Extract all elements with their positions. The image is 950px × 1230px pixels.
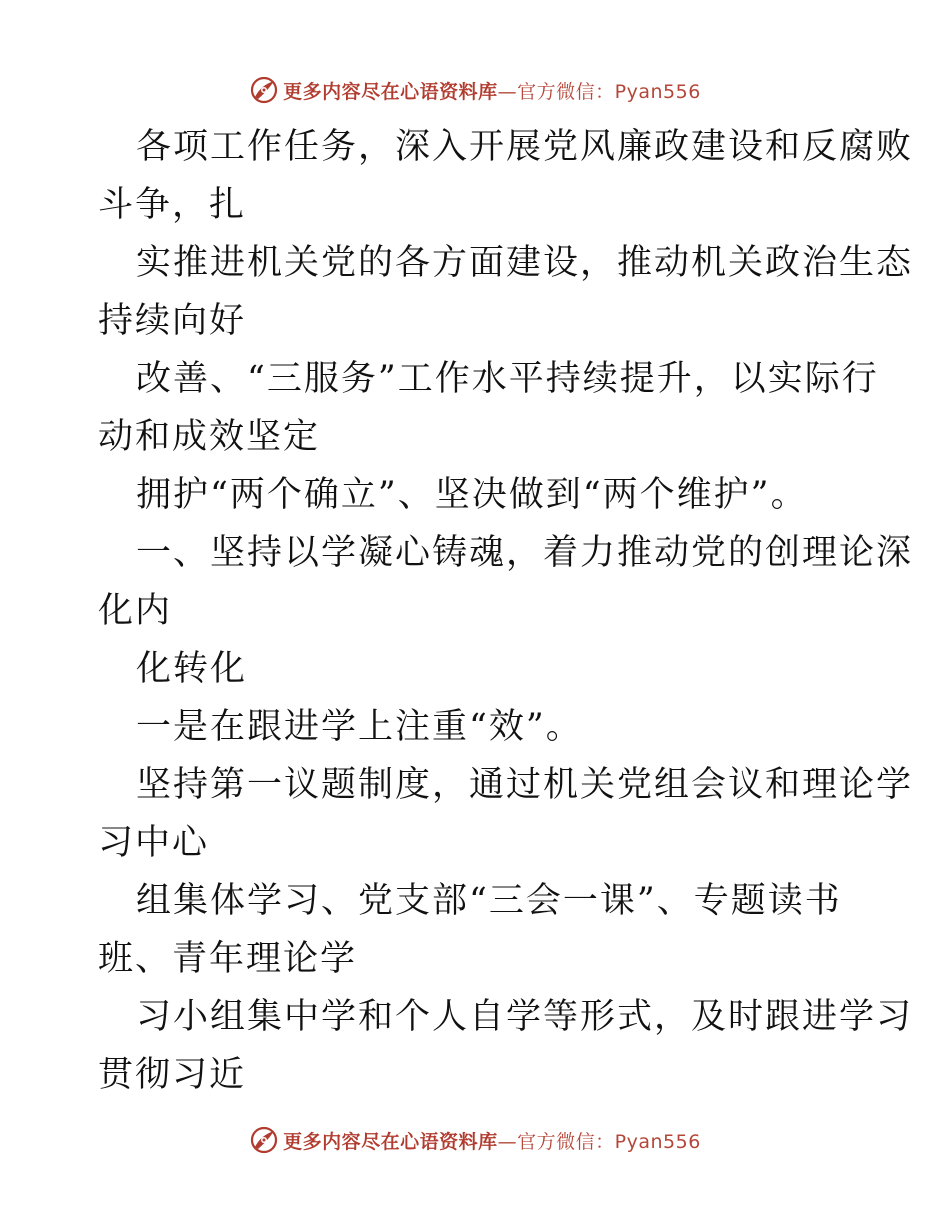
footer-wechat-text: 官方微信：Pyan556 [517,1130,701,1153]
text-line: 一、坚持以学凝心铸魂，着力推动党的创理论深 [136,533,914,573]
text-line: 斗争，扎 [98,185,247,225]
footer-separator: — [497,1130,518,1153]
header-wechat-text: 官方微信：Pyan556 [517,80,701,103]
text-line: 持续向好 [98,301,247,341]
text-line: 一是在跟进学上注重“效”。 [136,707,583,747]
text-line: 实推进机关党的各方面建设，推动机关政治生态 [136,243,914,283]
text-line: 贯彻习近 [98,1055,247,1095]
text-line: 习小组集中学和个人自学等形式，及时跟进学习 [136,997,914,1037]
header-brand-text: 更多内容尽在心语资料库 [283,80,498,103]
document-body [98,118,914,1104]
text-line: 班、青年理论学 [98,939,358,979]
text-line: 习中心 [98,823,210,863]
text-line: 化内 [98,591,173,631]
text-line: 组集体学习、党支部“三会一课”、专题读书 [136,881,842,921]
text-line: 化转化 [136,649,248,689]
text-line: 拥护“两个确立”、坚决做到“两个维护”。 [136,475,808,515]
footer-brand-text: 更多内容尽在心语资料库 [283,1130,498,1153]
header-separator: — [497,80,518,103]
text-line: 坚持第一议题制度，通过机关党组会议和理论学 [136,765,914,805]
pen-nib-logo-icon [249,1125,279,1155]
text-line: 各项工作任务，深入开展党风廉政建设和反腐败 [136,127,914,167]
footer-banner-text [283,1127,701,1154]
pen-nib-logo-icon [249,75,279,105]
header-banner-text [283,77,701,104]
text-line: 改善、“三服务”工作水平持续提升，以实际行 [136,359,879,399]
text-line: 动和成效坚定 [98,417,321,457]
header-banner [0,70,950,110]
footer-banner [0,1120,950,1160]
